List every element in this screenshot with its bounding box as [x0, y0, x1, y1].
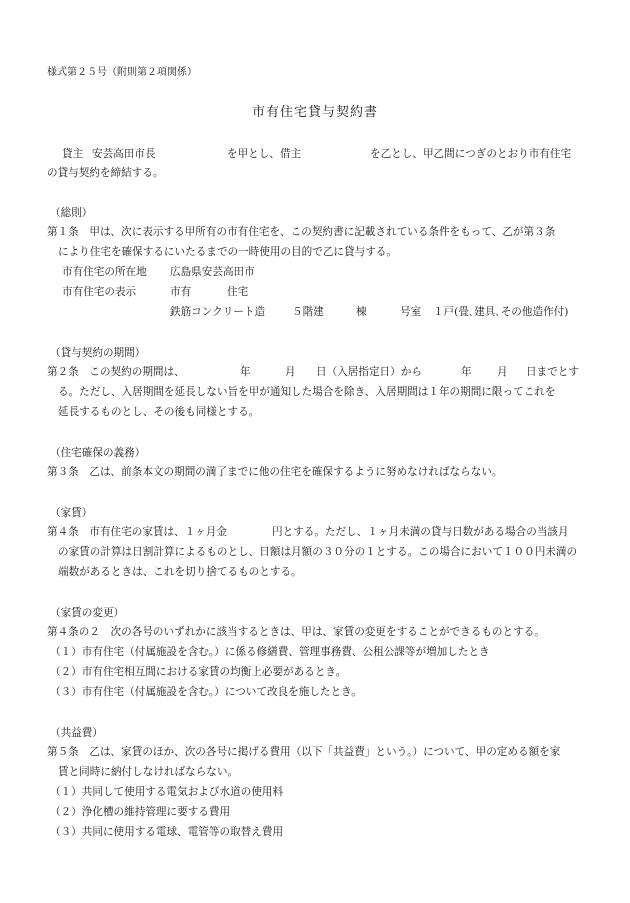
art2-line-2: る。ただし、入居期間を延長しない旨を甲が通知した場合を除き、入居期間は１年の期間に限ってこれを	[58, 386, 556, 398]
room: 号室	[400, 306, 422, 318]
intro-kou-phrase: を甲とし、借主	[227, 148, 302, 160]
art5-line-2: 賃と同時に納付しなければならない。	[58, 766, 239, 778]
art1-heading: （総則）	[50, 207, 93, 219]
location-value: 広島県安芸高田市	[170, 266, 255, 278]
intro-lender-name: 安芸高田市長	[92, 148, 156, 160]
art4-2-heading: （家賃の変更）	[50, 607, 125, 619]
art1-line-1: 第１条 甲は、次に表示する甲所有の市有住宅を、この契約書に記載されている条件をもって、乙が第３条	[47, 226, 556, 238]
display-label: 市有住宅の表示	[62, 286, 137, 298]
units: １戸(畳､建具､その他造作付)	[433, 306, 569, 318]
art5-item-3: （３）共同に使用する電球、電管等の取替え費用	[50, 826, 284, 838]
display-type: 住宅	[227, 286, 249, 298]
floors: ５階建	[292, 306, 324, 318]
art4-line-1b: 円とする。ただし、１ヶ月未満の貸与日数がある場合の当該月	[272, 526, 569, 538]
art3-heading: （住宅確保の義務）	[50, 447, 146, 459]
form-number: 様式第２５号（附則第２項関係）	[47, 67, 197, 78]
art4-heading: （家賃）	[50, 507, 93, 519]
intro-otsu-phrase: を乙とし、甲乙間につぎのとおり市有住宅	[370, 148, 572, 160]
art5-heading: （共益費）	[50, 727, 103, 739]
art5-item-1: （１）共同して使用する電気および水道の使用料	[50, 786, 284, 798]
art4-2-line-1: 第４条の２ 次の各号のいずれかに該当するときは、甲は、家賃の変更をすることができるものとする。	[47, 626, 545, 638]
art2-year-2: 年	[461, 366, 472, 378]
art4-2-item-1: （１）市有住宅（付属施設を含む。）に係る修繕費、管理事務費、公租公課等が増加したとき	[50, 646, 490, 658]
art4-line-1a: 第４条 市有住宅の家賃は、１ヶ月金	[47, 526, 228, 538]
art2-month-2: 月	[497, 366, 508, 378]
building: 棟	[356, 306, 367, 318]
document-title: 市有住宅貸与契約書	[251, 105, 378, 120]
display-owner: 市有	[170, 286, 192, 298]
intro-line-2: の貸与契約を締結する。	[47, 167, 164, 179]
art3-line-1: 第３条 乙は、前条本文の期間の満了までに他の住宅を確保するように努めなければならない。	[47, 466, 503, 478]
art2-line-3: 延長するものとし、その後も同様とする。	[58, 406, 260, 418]
art5-line-1: 第５条 乙は、家賃のほか、次の各号に掲げる費用（以下「共益費」という。）について、甲の定める額を家	[47, 746, 561, 758]
art2-day-1: 日（入居指定日）から	[316, 366, 422, 378]
art5-item-2: （２）浄化槽の維持管理に要する費用	[50, 806, 231, 818]
art2-year-1: 年	[240, 366, 251, 378]
structure: 鉄筋コンクリート造	[170, 306, 266, 318]
intro-lender-label: 貸主	[62, 148, 84, 160]
art4-line-3: 端数があるときは、これを切り捨てるものとする。	[58, 566, 302, 578]
art2-day-2: 日までとす	[526, 366, 579, 378]
art2-heading: （貸与契約の期間）	[50, 347, 146, 359]
art4-2-item-2: （２）市有住宅相互間における家賃の均衡上必要があるとき。	[50, 666, 347, 678]
art4-2-item-3: （３）市有住宅（付属施設を含む。）について改良を施したとき。	[50, 686, 362, 698]
art2-month-1: 月	[285, 366, 296, 378]
art4-line-2: の家賃の計算は日割計算によるものとし、日額は月額の３０分の１とする。この場合において１００円未満の	[58, 546, 578, 558]
location-label: 市有住宅の所在地	[62, 266, 147, 278]
art2-line-1: 第２条 この契約の期間は、	[47, 366, 185, 378]
art1-line-2: により住宅を確保するにいたるまでの一時使用の目的で乙に貸与する。	[58, 246, 397, 258]
